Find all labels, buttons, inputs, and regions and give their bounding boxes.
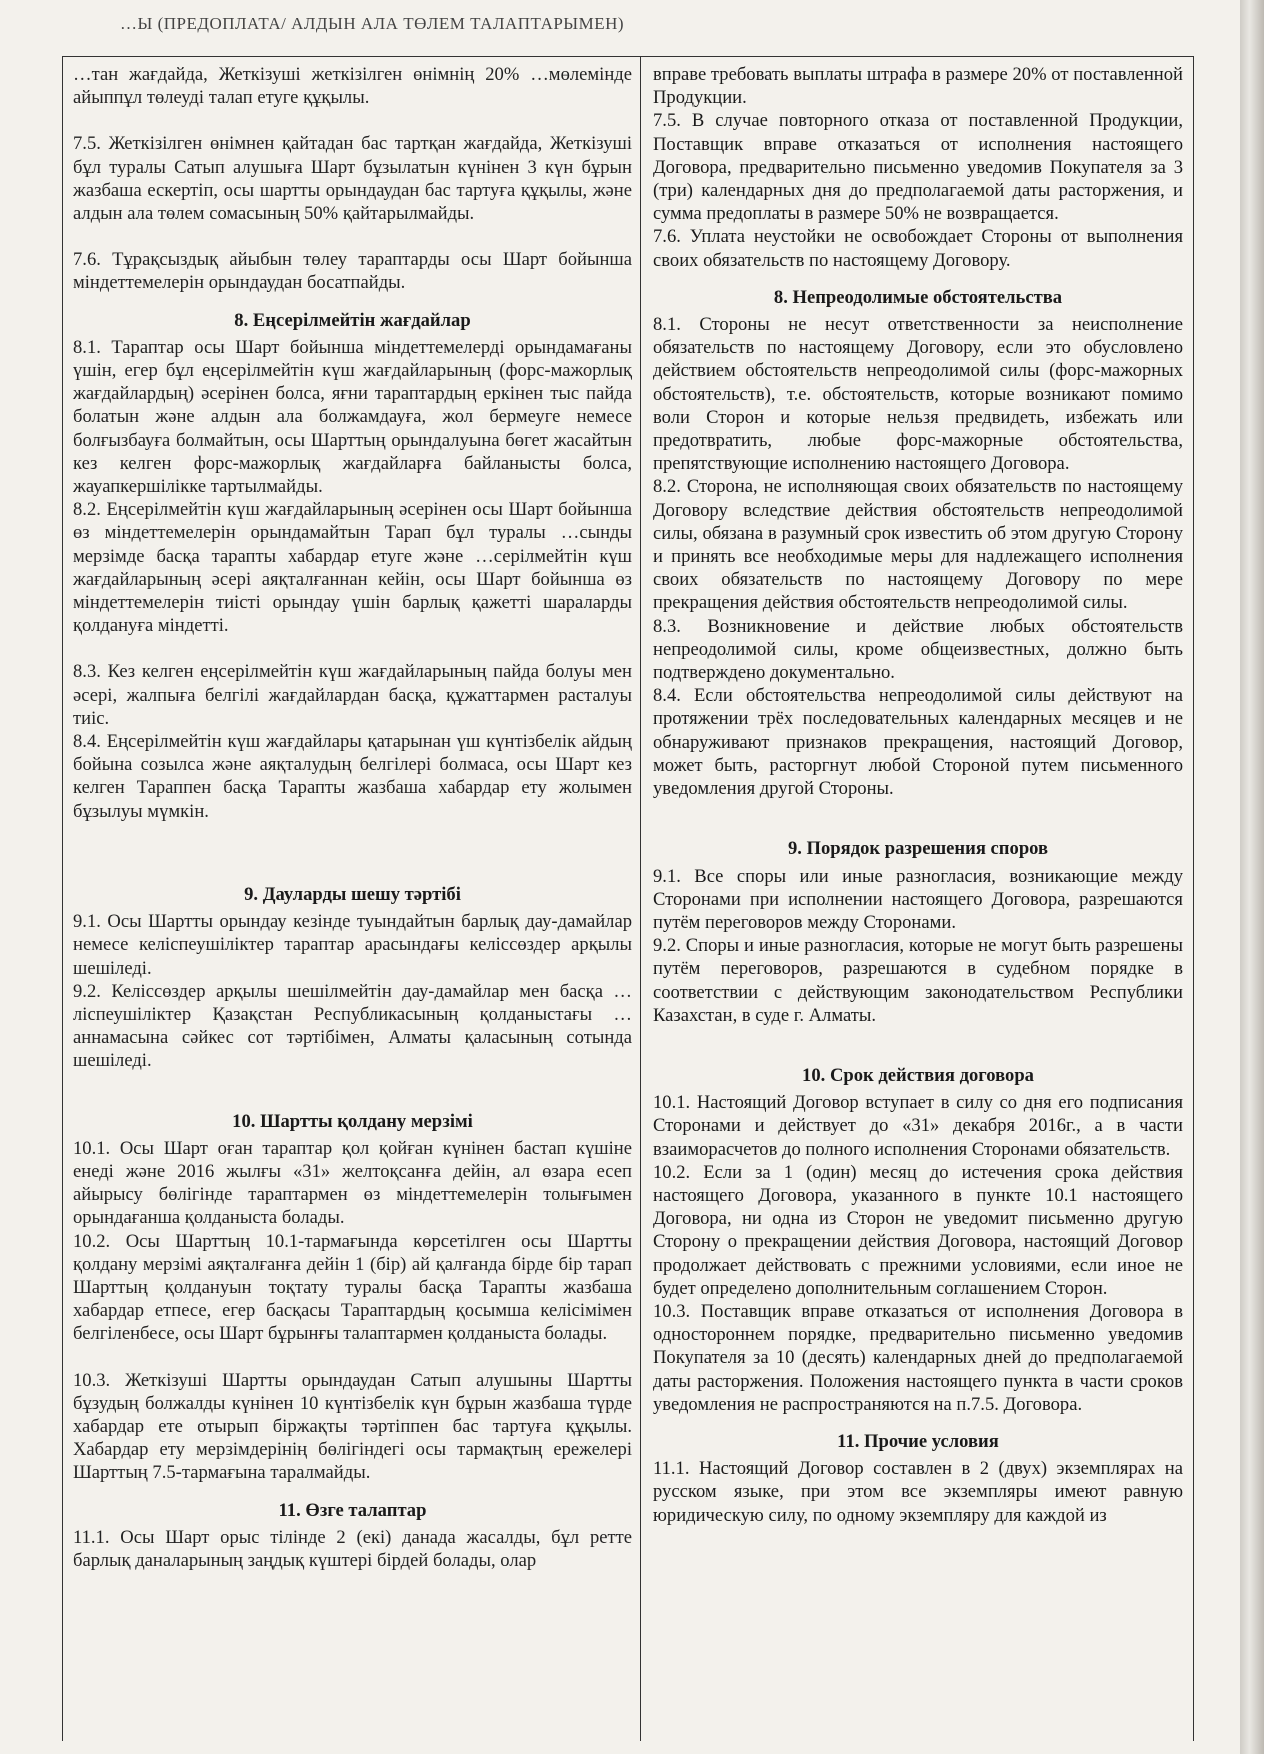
ru-clause-7-6: 7.6. Уплата неустойки не освобождает Стороны от выполнения своих обязательств по настоящему Договору. xyxy=(653,226,1183,271)
kz-clause-7-4-tail: …тан жағдайда, Жеткізуші жеткізілген өнімнің 20% …мөлемінде айыппұл төлеуді талап етуге құқылы. xyxy=(73,64,632,109)
ru-clause-11-1: 11.1. Настоящий Договор составлен в 2 (двух) экземплярах на русском языке, при этом все экземпляры имеют равную юридическую силу, по одному экземпляру для каждой из xyxy=(653,1458,1183,1526)
ru-clause-8-1: 8.1. Стороны не несут ответственности за неисполнение обязательств по настоящему Договору, если это обусловлено действием обстоятельств непреодолимой силы (форс-мажорных обстоятельств), т.е. обстоятельств, которые возникают помимо воли Сторон и которые нельзя предвидеть, избежать или предотвратить, любые форс-мажорные обстоятельства, препятствующие исполнению настоящего Договора. xyxy=(653,314,1183,475)
kz-clause-10-2: 10.2. Осы Шарттың 10.1-тармағында көрсетілген осы Шартты қолдану мерзімі аяқталғанға дейін 1 (бір) ай қалғанда бірде бір тарап Шарттың қолдануын тоқтату туралы басқа Тарапты жазбаша хабардар етпесе, егер басқасы Тараптардың қосымша келісімімен белгіленбесе, осы Шарт бұрынғы талаптармен қолданыста болады. xyxy=(73,1230,632,1345)
kz-clause-11-1: 11.1. Осы Шарт орыс тілінде 2 (екі) данада жасалды, бұл ретте барлық даналарының заңдық күштері бірдей болады, олар xyxy=(73,1526,632,1571)
ru-clause-10-2: 10.2. Если за 1 (один) месяц до истечения срока действия настоящего Договора, указанного в пункте 10.1 настоящего Договора, ни одна из Сторон не уведомит письменно другую Сторону о прекращении действия Договора, настоящий Договор продолжает действовать с прежними условиями, если иное не будет определено дополнительным соглашением Сторон. xyxy=(653,1161,1183,1299)
ru-section-8-heading: 8. Непреодолимые обстоятельства xyxy=(773,286,1063,308)
kz-section-10-heading: 10. Шартты қолдану мерзімі xyxy=(232,1110,473,1132)
ru-clause-8-4: 8.4. Если обстоятельства непреодолимой силы действуют на протяжении трёх последовательных календарных месяцев и не обнаруживают признаков прекращения, настоящий Договор, может быть, расторгнут любой Стороной путем письменного уведомления другой Стороны. xyxy=(653,685,1183,800)
ru-section-9-heading: 9. Порядок разрешения споров xyxy=(787,838,1049,860)
kz-clause-7-6: 7.6. Тұрақсыздық айыбын төлеу тараптарды осы Шарт бойынша міндеттемелерін орындаудан босатпайды. xyxy=(73,249,632,294)
ru-clause-10-3: 10.3. Поставщик вправе отказаться от исполнения Договора в одностороннем порядке, предварительно письменно уведомив Покупателя за 10 (десять) календарных дней до предполагаемой даты расторжения. Положения настоящего пункта в части сроков уведомления не распространяются на п.7.5. Договора. xyxy=(653,1300,1183,1415)
ru-clause-8-2: 8.2. Сторона, не исполняющая своих обязательств по настоящему Договору вследствие действия обстоятельств непреодолимой силы, обязана в разумный срок известить об этом другую Сторону и принять все необходимые меры для надлежащего исполнения своих обязательств по настоящему Договору по мере прекращения действия обстоятельств непреодолимой силы. xyxy=(653,476,1183,614)
bilingual-table xyxy=(62,56,1194,1741)
ru-section-11-heading: 11. Прочие условия xyxy=(837,1430,999,1452)
ru-clause-10-1: 10.1. Настоящий Договор вступает в силу со дня его подписания Сторонами и действует до «31» декабря 2016г., а в части взаиморасчетов до полного исполнения Сторонами обязательств. xyxy=(653,1092,1183,1160)
russian-column xyxy=(641,57,1191,1741)
ru-clause-7-5: 7.5. В случае повторного отказа от поставленной Продукции, Поставщик вправе отказаться от исполнения настоящего Договора, предварительно письменно уведомив Покупателя за 3 (три) календарных дня до предполагаемой даты расторжения, и сумма предоплаты в размере 50% не возвращается. xyxy=(653,110,1183,225)
kz-clause-10-1: 10.1. Осы Шарт оған тараптар қол қойған күнінен бастап күшіне енеді және 2016 жылғы «31» желтоқсанға дейін, ал өзара есеп айырысу бөлігінде тараптармен өз міндеттемелерін толығымен орындағанша қолданыста болады. xyxy=(73,1137,632,1229)
kz-clause-9-1: 9.1. Осы Шартты орындау кезінде туындайтын барлық дау-дамайлар немесе келіспеушіліктер тараптар арасындағы келіссөздер арқылы шешіледі. xyxy=(73,911,632,979)
kz-clause-7-5: 7.5. Жеткізілген өнімнен қайтадан бас тартқан жағдайда, Жеткізуші бұл туралы Сатып алушыға Шарт бұзылатын күнінен 3 күн бұрын жазбаша ескертіп, осы шартты орындаудан бас тартуға құқылы, және алдын ала төлем сомасының 50% қайтарылмайды. xyxy=(73,133,632,225)
ru-clause-9-1: 9.1. Все споры или иные разногласия, возникающие между Сторонами при исполнении настоящего Договора, разрешаются путём переговоров между Сторонами. xyxy=(653,865,1183,933)
kz-clause-8-1: 8.1. Тараптар осы Шарт бойынша міндеттемелерді орындамағаны үшін, егер бұл еңсерілмейтін күш жағдайларының (форс-мажорлық жағдайлардың) әсерінен болса, яғни тараптардың еркінен тыс пайда болатын және алдын ала болжамдауға, жол бермеуге немесе болғызбауға болмайтын, осы Шарттың орындалуына бөгет жасайтын кез келген форс-мажорлық жағдайларға байланысты болса, жауапкершілікке тартылмайды. xyxy=(73,336,632,498)
kz-clause-8-3: 8.3. Кез келген еңсерілмейтін күш жағдайларының пайда болуы мен әсері, жалпыға белгілі жағдайлардан басқа, құжаттармен расталуы тиіс. xyxy=(73,661,632,729)
page-header: …Ы (ПРЕДОПЛАТА/ АЛДЫН АЛА ТӨЛЕМ ТАЛАПТАРЫМЕН) xyxy=(120,14,625,33)
kz-clause-10-3: 10.3. Жеткізуші Шартты орындаудан Сатып алушыны Шартты бұзудың болжалды күнінен 10 күнтізбелік күн бұрын жазбаша түрде хабардар ете отырып біржақты тәртіппен бас тартуға құқылы. Хабардар ету мерзімдерінің бөлігіндегі осы тармақтың ережелері Шарттың 7.5-тармағына таралмайды. xyxy=(73,1369,632,1484)
ru-section-10-heading: 10. Срок действия договора xyxy=(802,1064,1034,1086)
ru-clause-9-2: 9.2. Споры и иные разногласия, которые не могут быть разрешены путём переговоров, разрешаются в судебном порядке в соответствии с действующим законодательством Республики Казахстан, в суде г. Алматы. xyxy=(653,935,1183,1026)
kz-section-9-heading: 9. Дауларды шешу тәртібі xyxy=(244,883,461,905)
kz-clause-9-2: 9.2. Келіссөздер арқылы шешілмейтін дау-дамайлар мен басқа …ліспеушіліктер Қазақстан Республикасының қолданыстағы …аннамасына сәйкес сот тәртібімен, Алматы қаласының сотында шешіледі. xyxy=(73,980,632,1072)
ru-clause-7-4-tail: вправе требовать выплаты штрафа в размере 20% от поставленной Продукции. xyxy=(653,64,1183,109)
ru-clause-8-3: 8.3. Возникновение и действие любых обстоятельств непреодолимой силы, кроме общеизвестных, должно быть подтверждено документально. xyxy=(653,615,1183,684)
kz-section-11-heading: 11. Өзге талаптар xyxy=(278,1499,427,1521)
kz-clause-8-2: 8.2. Еңсерілмейтін күш жағдайларының әсерінен осы Шарт бойынша өз міндеттемелерін орындамайтын Тарап бұл туралы …сынды мерзімде басқа тарапты хабардар етуге және …серілмейтін күш жағдайларының әсері аяқталғаннан кейін, осы Шарт бойынша өз міндеттемелерін тиісті орындау үшін барлық қажетті шараларды қолдануға міндетті. xyxy=(73,499,632,637)
kz-section-8-heading: 8. Еңсерілмейтін жағдайлар xyxy=(234,309,471,331)
kazakh-column xyxy=(63,57,641,1741)
paper-stack-edge xyxy=(1240,0,1264,1754)
kz-clause-8-4: 8.4. Еңсерілмейтін күш жағдайлары қатарынан үш күнтізбелік айдың бойына созылса және аяқталудың белгілері болмаса, осы Шарт кез келген Тараппен басқа Тарапты жазбаша хабардар ету жолымен бұзылуы мүмкін. xyxy=(73,731,632,822)
